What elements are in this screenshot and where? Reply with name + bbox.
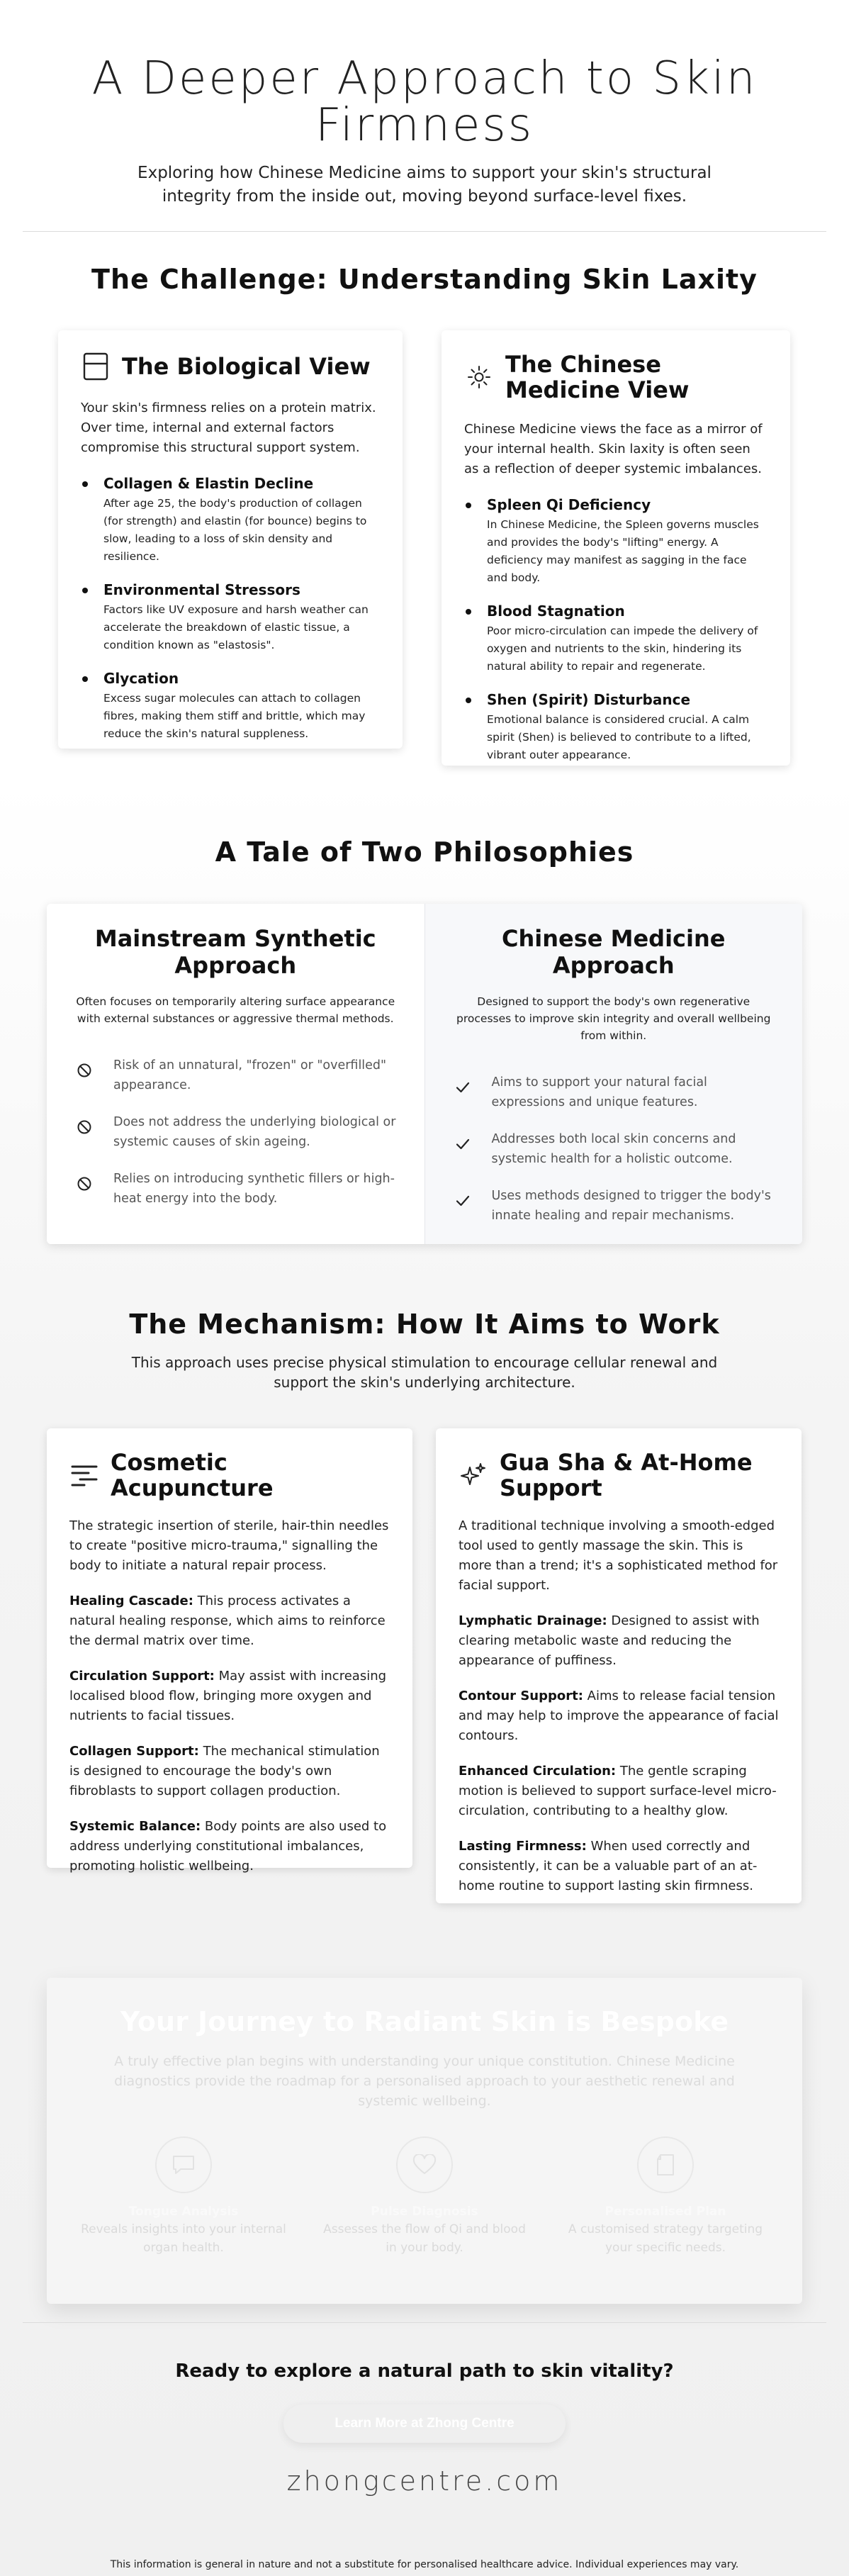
- prohibited-icon: [77, 1176, 92, 1192]
- list-item: [81, 670, 380, 743]
- point-text: This process activates a natural healing response, which aims to reinforce the dermal matrix over time.: [69, 1594, 386, 1648]
- mechanism-point: [69, 1591, 390, 1651]
- text-lines-icon: [69, 1460, 99, 1490]
- learn-more-button[interactable]: Learn More at Zhong Centre: [283, 2404, 566, 2443]
- point-label: Systemic Balance:: [69, 1819, 201, 1834]
- acupuncture-intro: The strategic insertion of sterile, hair-thin needles to create "positive micro-trauma," signalling the body to initiate a natural repair process.: [69, 1518, 389, 1573]
- mainstream-list: [71, 1055, 400, 1209]
- point-label: Contour Support:: [459, 1689, 583, 1703]
- factor-desc: Excess sugar molecules can attach to collagen fibres, making them stiff and brittle, which may reduce the skin's natural suppleness.: [103, 692, 366, 740]
- benefit-text: Uses methods designed to trigger the body's innate healing and repair mechanisms.: [491, 1189, 771, 1223]
- factor-title: Shen (Spirit) Disturbance: [487, 691, 691, 708]
- factor-title: Glycation: [103, 670, 179, 687]
- drawback-text: Does not address the underlying biological or systemic causes of skin ageing.: [113, 1115, 396, 1149]
- factor-title: Collagen & Elastin Decline: [103, 475, 314, 492]
- chat-icon: [155, 2137, 212, 2193]
- list-item: [464, 603, 768, 676]
- factor-title: Spleen Qi Deficiency: [487, 496, 651, 513]
- factor-title: Blood Stagnation: [487, 603, 625, 620]
- journey-panel: [47, 1978, 802, 2304]
- chinese-approach-list: [449, 1073, 779, 1226]
- page-subtitle: Exploring how Chinese Medicine aims to support your skin's structural integrity from the inside out, moving beyond surface-level fixes.: [137, 164, 712, 206]
- benefit-text: Aims to support your natural facial expressions and unique features.: [491, 1075, 707, 1109]
- chinese-view-title: The Chinese Medicine View: [505, 351, 690, 403]
- chinese-approach-column: [425, 904, 803, 1244]
- drawback-text: Relies on introducing synthetic fillers or high-heat energy into the body.: [113, 1172, 395, 1206]
- challenge-title: The Challenge: Understanding Skin Laxity: [91, 264, 758, 295]
- philosophies-title: A Tale of Two Philosophies: [215, 836, 634, 868]
- point-label: Collagen Support:: [69, 1744, 199, 1759]
- list-item: [464, 691, 768, 764]
- list-item: [449, 1073, 779, 1112]
- chinese-approach-title: Chinese Medicine Approach: [502, 925, 726, 979]
- list-item: [449, 1186, 779, 1226]
- factor-desc: Emotional balance is considered crucial. A calm spirit (Shen) is believed to contribute to a lifted, vibrant outer appearance.: [487, 713, 751, 761]
- step-title: Tongue Analysis: [128, 2205, 239, 2219]
- point-label: Circulation Support:: [69, 1669, 215, 1684]
- journey-subtitle: A truly effective plan begins with understanding your unique constitution. Chinese Medicine diagnostics provide the roadmap for a personalised approach to your aesthetic renewal and systemic wellbeing.: [114, 2054, 735, 2109]
- point-label: Lymphatic Drainage:: [459, 1613, 607, 1628]
- mechanism-point: [459, 1762, 779, 1821]
- mechanism-point: [69, 1817, 390, 1876]
- factor-title: Environmental Stressors: [103, 581, 300, 598]
- gua-sha-card: [436, 1428, 802, 1903]
- mechanism-subtitle: This approach uses precise physical stimulation to encourage cellular renewal and support the skin's underlying architecture.: [131, 1354, 718, 1391]
- diagnostic-steps: [47, 2137, 802, 2257]
- mechanism-subtitle-wrap: [0, 1353, 849, 1392]
- biological-view-card: [58, 330, 403, 749]
- list-item: [71, 1055, 400, 1095]
- factor-desc: Factors like UV exposure and harsh weather can accelerate the breakdown of elastic tissue, a condition known as "elastosis".: [103, 603, 369, 651]
- chinese-factor-list: [464, 496, 768, 764]
- acupuncture-title: Cosmetic Acupuncture: [111, 1449, 274, 1501]
- site-domain: zhongcentre.com: [286, 2465, 563, 2497]
- list-item: [464, 496, 768, 587]
- prohibited-icon: [77, 1063, 92, 1078]
- benefit-text: Addresses both local skin concerns and systemic health for a holistic outcome.: [491, 1132, 736, 1166]
- step-title: Pulse Diagnosis: [371, 2205, 478, 2219]
- checkmark-icon: [455, 1080, 471, 1095]
- biological-factor-list: [81, 475, 380, 743]
- heart-icon: [396, 2137, 453, 2193]
- gua-sha-title: Gua Sha & At-Home Support: [500, 1449, 753, 1501]
- sun-icon: [464, 362, 494, 392]
- checkmark-icon: [455, 1193, 471, 1209]
- point-text: When used correctly and consistently, it can be a valuable part of an at-home routine to support lasting skin firmness.: [459, 1839, 758, 1893]
- factor-desc: Poor micro-circulation can impede the delivery of oxygen and nutrients to the skin, hindering its natural ability to repair and regenerate.: [487, 625, 758, 673]
- step-desc: A customised strategy targeting your specific needs.: [568, 2222, 763, 2255]
- factor-desc: In Chinese Medicine, the Spleen governs muscles and provides the body's "lifting" energy. A deficiency may manifest as sagging in the face and body.: [487, 518, 759, 584]
- step-title: Personalised Plan: [605, 2205, 726, 2219]
- cta-question: Ready to explore a natural path to skin vitality?: [175, 2361, 674, 2382]
- mechanism-point: [459, 1686, 779, 1746]
- comparison-panel: [47, 904, 802, 1244]
- point-text: May assist with increasing localised blood flow, bringing more oxygen and nutrients to facial tissues.: [69, 1669, 387, 1723]
- point-text: Body points are also used to address underlying constitutional imbalances, promoting holistic wellbeing.: [69, 1819, 387, 1874]
- divider: [23, 231, 826, 232]
- panel-layout-icon: [81, 352, 111, 381]
- list-item: [81, 581, 380, 654]
- mechanism-title: The Mechanism: How It Aims to Work: [129, 1309, 720, 1340]
- mechanism-point: [69, 1667, 390, 1726]
- point-label: Enhanced Circulation:: [459, 1764, 617, 1779]
- hero: [0, 0, 849, 208]
- factor-desc: After age 25, the body's production of collagen (for strength) and elastin (for bounce) begins to slow, leading to a loss of skin density and resilience.: [103, 497, 367, 563]
- drawback-text: Risk of an unnatural, "frozen" or "overfilled" appearance.: [113, 1058, 387, 1092]
- point-text: Designed to assist with clearing metabolic waste and reducing the appearance of puffiness.: [459, 1613, 760, 1668]
- chinese-medicine-view-card: [442, 330, 790, 766]
- point-text: The gentle scraping motion is believed to support surface-level micro-circulation, contributing to a healthy glow.: [459, 1764, 777, 1818]
- biological-view-intro: Your skin's firmness relies on a protein matrix. Over time, internal and external factors compromise this structural support system.: [81, 401, 376, 455]
- acupuncture-card: [47, 1428, 412, 1874]
- mainstream-title: Mainstream Synthetic Approach: [94, 925, 376, 979]
- prohibited-icon: [77, 1119, 92, 1135]
- point-label: Lasting Firmness:: [459, 1839, 587, 1854]
- step-pulse-diagnosis: [318, 2137, 531, 2257]
- list-item: [449, 1129, 779, 1169]
- step-tongue-analysis: [77, 2137, 290, 2257]
- list-item: [71, 1112, 400, 1152]
- document-icon: [637, 2137, 694, 2193]
- mechanism-point: [459, 1837, 779, 1896]
- step-desc: Reveals insights into your internal organ health.: [81, 2222, 286, 2255]
- sparkles-icon: [459, 1460, 488, 1490]
- checkmark-icon: [455, 1136, 471, 1152]
- mechanism-point: [459, 1611, 779, 1671]
- list-item: [71, 1169, 400, 1209]
- chinese-approach-intro: Designed to support the body's own regenerative processes to improve skin integrity and overall wellbeing from within.: [456, 995, 771, 1042]
- point-text: Aims to release facial tension and may help to improve the appearance of facial contours.: [459, 1689, 779, 1743]
- divider: [23, 2322, 826, 2323]
- chinese-view-intro: Chinese Medicine views the face as a mirror of your internal health. Skin laxity is often seen as a reflection of deeper systemic imbalances.: [464, 422, 763, 476]
- mechanism-point: [69, 1742, 390, 1801]
- point-label: Healing Cascade:: [69, 1594, 193, 1608]
- list-item: [81, 475, 380, 566]
- gua-sha-intro: A traditional technique involving a smooth-edged tool used to gently massage the skin. This is more than a trend; it's a sophisticated method for facial support.: [459, 1518, 778, 1593]
- disclaimer: This information is general in nature and not a substitute for personalised healthcare advice. Individual experiences may vary.: [110, 2559, 739, 2570]
- step-personalised-plan: [559, 2137, 772, 2257]
- point-text: The mechanical stimulation is designed to encourage the body's own fibroblasts to support collagen production.: [69, 1744, 380, 1798]
- mainstream-intro: Often focuses on temporarily altering surface appearance with external substances or aggressive thermal methods.: [76, 995, 395, 1025]
- journey-title: Your Journey to Radiant Skin is Bespoke: [120, 2006, 729, 2037]
- step-desc: Assesses the flow of Qi and blood in your body.: [323, 2222, 526, 2255]
- biological-view-title: The Biological View: [122, 353, 371, 380]
- mainstream-column: [47, 904, 425, 1244]
- page-title: A Deeper Approach to Skin Firmness: [91, 52, 758, 152]
